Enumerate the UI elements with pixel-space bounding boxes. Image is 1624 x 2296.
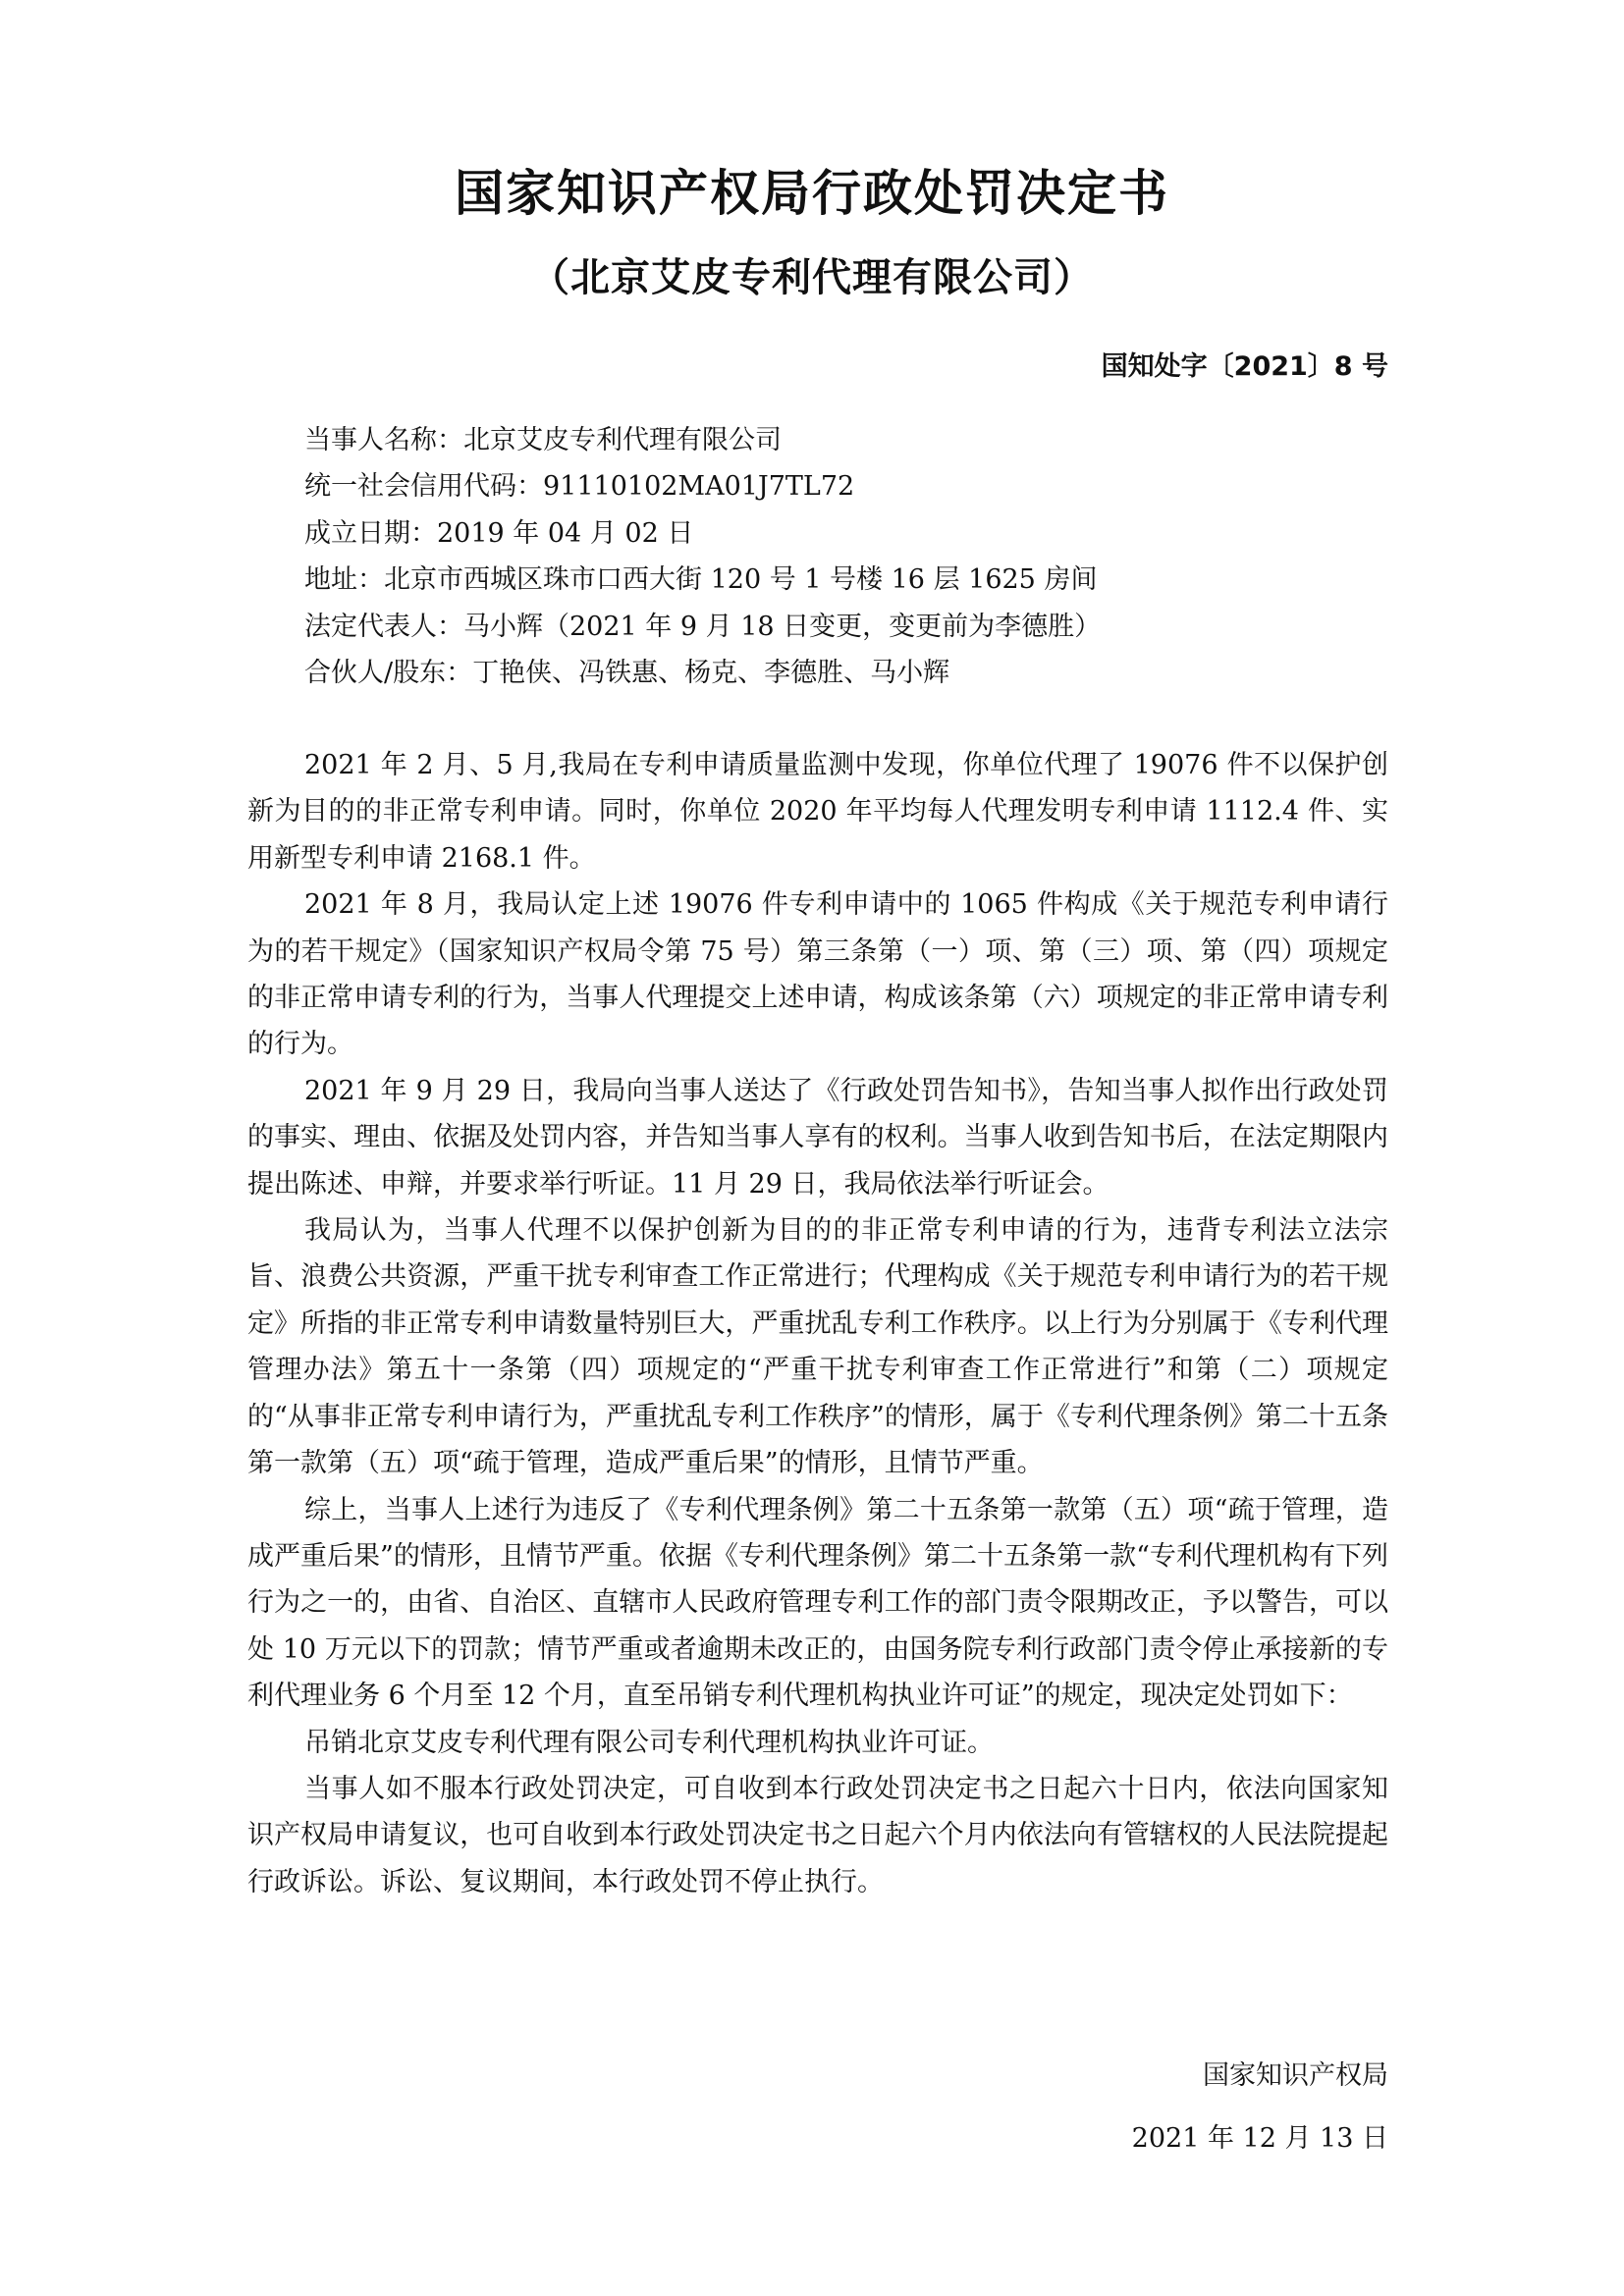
document-subtitle: （北京艾皮专利代理有限公司） (530, 255, 1094, 300)
establish-date-line: 成立日期：2019 年 04 月 02 日 (304, 517, 694, 549)
paragraph-findings: 2021 年 2 月、5 月,我局在专利申请质量监测中发现，你单位代理了 19076 件不以保护创新为目的的非正常专利申请。同时，你单位 2020 年平均每人代理发明专利申请 1112.4 件、实用新型专利申请 2168.1 件。 (247, 750, 1388, 874)
partners-line: 合伙人/股东：丁艳侠、冯铁惠、杨克、李德胜、马小辉 (304, 658, 950, 689)
document-number: 国知处字〔2021〕8 号 (1101, 351, 1388, 382)
paragraph-opinion: 我局认为，当事人代理不以保护创新为目的的非正常专利申请的行为，违背专利法立法宗旨、浪费公共资源，严重干扰专利审查工作正常进行；代理构成《关于规范专利申请行为的若干规定》所指的非正常专利申请数量特别巨大，严重扰乱专利工作秩序。以上行为分别属于《专利代理管理办法》第五十一条第（四）项规定的“严重干扰专利审查工作正常进行”和第（二）项规定的“从事非正常专利申请行为，严重扰乱专利工作秩序”的情形，属于《专利代理条例》第二十五条第一款第（五）项“疏于管理，造成严重后果”的情形，且情节严重。 (247, 1215, 1388, 1479)
document-body (247, 742, 1388, 1905)
document-title: 国家知识产权局行政处罚决定书 (455, 165, 1169, 222)
signature-block (1132, 2045, 1388, 2170)
paragraph-determination: 2021 年 8 月，我局认定上述 19076 件专利申请中的 1065 件构成《关于规范专利申请行为的若干规定》（国家知识产权局令第 75 号）第三条第（一）项、第（三）项、第（四）项规定的非正常申请专利的行为，当事人代理提交上述申请，构成该条第（六）项规定的非正常申请专利的行为。 (247, 889, 1388, 1060)
signature-org: 国家知识产权局 (1203, 2060, 1388, 2091)
party-name-line: 当事人名称：北京艾皮专利代理有限公司 (304, 425, 782, 455)
paragraph-notice: 2021 年 9 月 29 日，我局向当事人送达了《行政处罚告知书》，告知当事人拟作出行政处罚的事实、理由、依据及处罚内容，并告知当事人享有的权利。当事人收到告知书后，在法定期限内提出陈述、申辩，并要求举行听证。11 月 29 日，我局依法举行听证会。 (247, 1075, 1388, 1200)
signature-date: 2021 年 12 月 13 日 (1131, 2123, 1388, 2154)
paragraph-appeal: 当事人如不服本行政处罚决定，可自收到本行政处罚决定书之日起六十日内，依法向国家知识产权局申请复议，也可自收到本行政处罚决定书之日起六个月内依法向有管辖权的人民法院提起行政诉讼。诉讼、复议期间，本行政处罚不停止执行。 (247, 1773, 1388, 1897)
paragraph-basis: 综上，当事人上述行为违反了《专利代理条例》第二十五条第一款第（五）项“疏于管理，造成严重后果”的情形，且情节严重。依据《专利代理条例》第二十五条第一款“专利代理机构有下列行为之一的，由省、自治区、直辖市人民政府管理专利工作的部门责令限期改正，予以警告，可以处 10 万元以下的罚款；情节严重或者逾期未改正的，由国务院专利行政部门责令停止承接新的专利代理业务 6 个月至 12 个月，直至吊销专利代理机构执业许可证”的规定，现决定处罚如下： (247, 1494, 1388, 1712)
party-info-list (304, 417, 1384, 696)
credit-code-line: 统一社会信用代码：91110102MA01J7TL72 (304, 471, 855, 503)
address-line: 地址：北京市西城区珠市口西大街 120 号 1 号楼 16 层 1625 房间 (304, 564, 1098, 596)
paragraph-penalty: 吊销北京艾皮专利代理有限公司专利代理机构执业许可证。 (304, 1727, 994, 1758)
legal-rep-line: 法定代表人：马小辉（2021 年 9 月 18 日变更，变更前为李德胜） (304, 611, 1102, 642)
